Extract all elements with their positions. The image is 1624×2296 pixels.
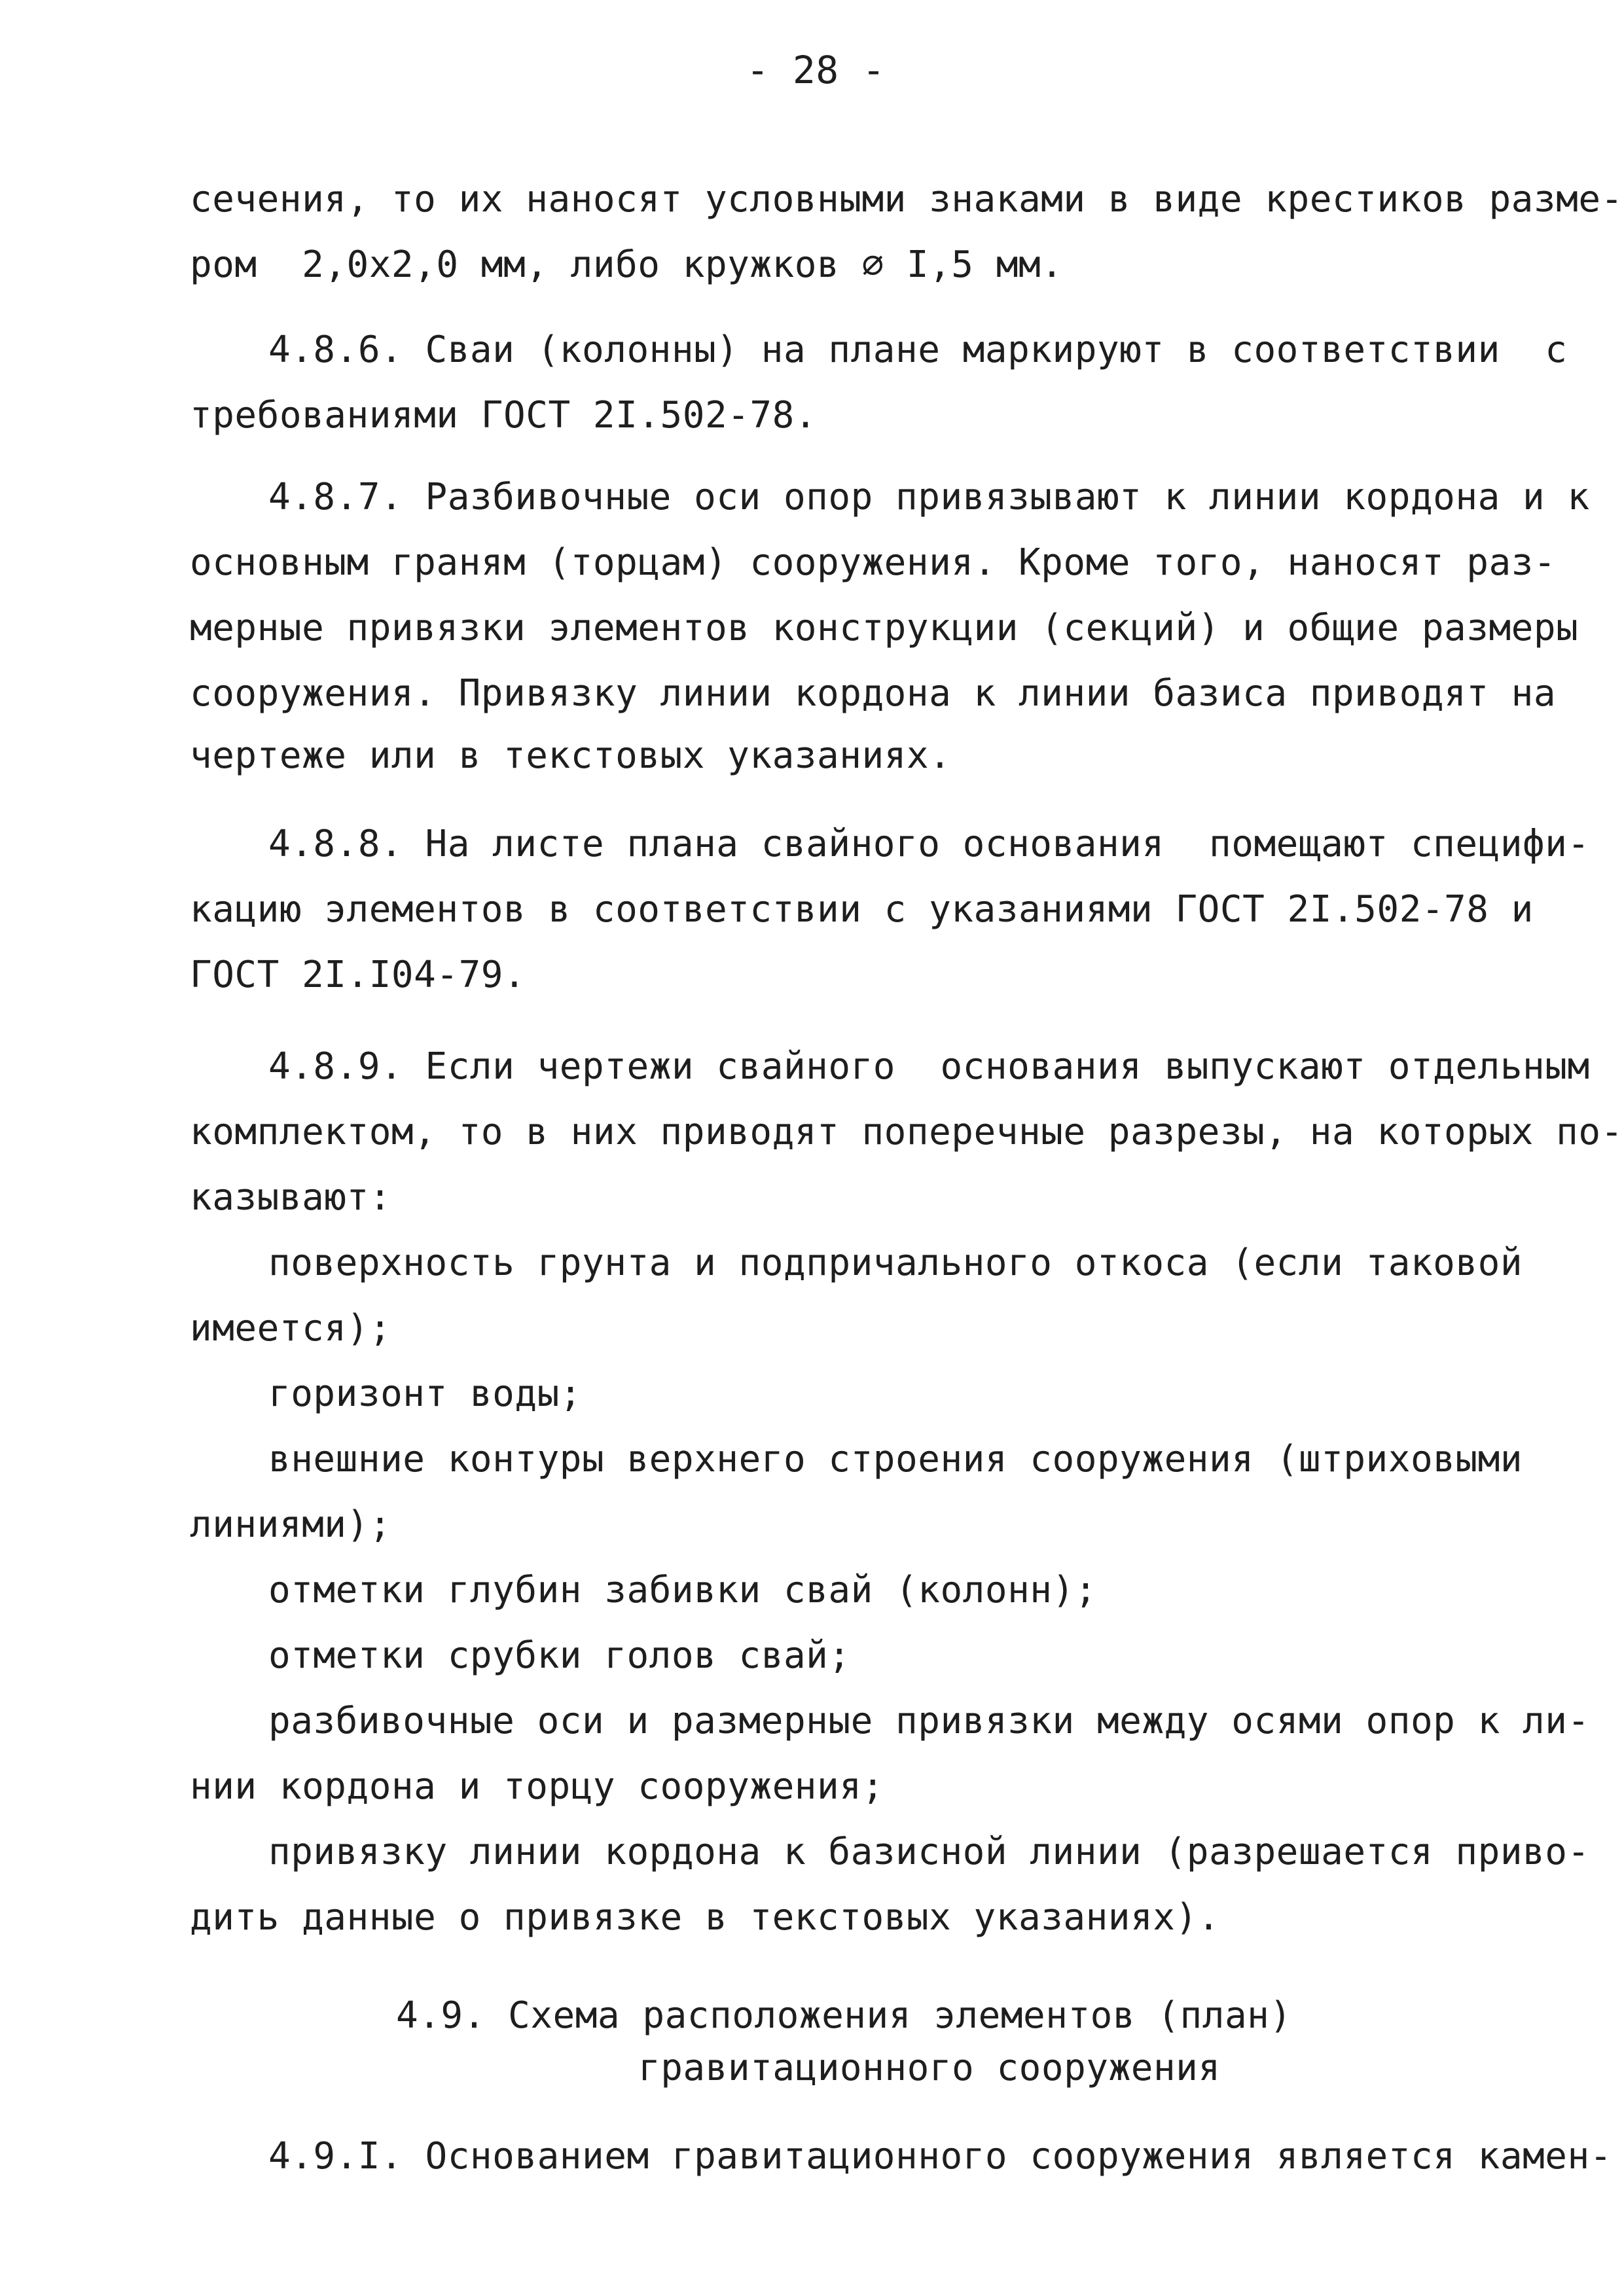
- paragraph-4-8-9: 4.8.9. Если чертежи свайного основания выпускают отдельным: [268, 1045, 1590, 1088]
- text-line: мерные привязки элементов конструкции (секций) и общие размеры: [190, 607, 1579, 649]
- list-item: внешние контуры верхнего строения сооружения (штриховыми: [268, 1438, 1523, 1480]
- list-item: горизонт воды;: [268, 1372, 583, 1415]
- list-item-continuation: дить данные о привязке в текстовых указаниях).: [190, 1896, 1220, 1939]
- text-line: ГОСТ 2I.I04-79.: [190, 954, 526, 996]
- section-heading-continuation: гравитационного сооружения: [638, 2047, 1221, 2089]
- list-item: поверхность грунта и подпричального откоса (если таковой: [268, 1242, 1523, 1284]
- list-item: отметки глубин забивки свай (колонн);: [268, 1569, 1097, 1611]
- text-line: сооружения. Привязку линии кордона к линии базиса приводят на: [190, 672, 1557, 715]
- text-line: сечения, то их наносят условными знаками в виде крестиков разме-: [190, 178, 1623, 221]
- text-line: основным граням (торцам) сооружения. Кроме того, наносят раз-: [190, 541, 1557, 584]
- text-line: чертеже или в текстовых указаниях.: [190, 734, 952, 777]
- list-item-continuation: имеется);: [190, 1307, 391, 1350]
- page-number: - 28 -: [746, 48, 886, 92]
- list-item: разбивочные оси и размерные привязки между осями опор к ли-: [268, 1700, 1590, 1742]
- list-item: отметки срубки голов свай;: [268, 1634, 851, 1677]
- paragraph-4-8-7: 4.8.7. Разбивочные оси опор привязывают к линии кордона и к: [268, 476, 1590, 518]
- section-heading: 4.9. Схема расположения элементов (план): [396, 1994, 1292, 2037]
- text-line: требованиями ГОСТ 2I.502-78.: [190, 394, 818, 437]
- list-item: привязку линии кордона к базисной линии (разрешается приво-: [268, 1831, 1590, 1873]
- paragraph-4-8-6: 4.8.6. Сваи (колонны) на плане маркируют в соответствии с: [268, 329, 1568, 371]
- text-line: ром 2,0х2,0 мм, либо кружков ∅ I,5 мм.: [190, 243, 1064, 286]
- paragraph-4-9-1: 4.9.I. Основанием гравитационного сооружения является камен-: [268, 2135, 1612, 2178]
- paragraph-4-8-8: 4.8.8. На листе плана свайного основания помещают специфи-: [268, 823, 1590, 865]
- list-item-continuation: линиями);: [190, 1503, 391, 1546]
- list-item-continuation: нии кордона и торцу сооружения;: [190, 1765, 884, 1808]
- text-line: кацию элементов в соответствии с указаниями ГОСТ 2I.502-78 и: [190, 888, 1534, 931]
- text-line: комплектом, то в них приводят поперечные разрезы, на которых по-: [190, 1111, 1623, 1153]
- text-line: казывают:: [190, 1176, 391, 1219]
